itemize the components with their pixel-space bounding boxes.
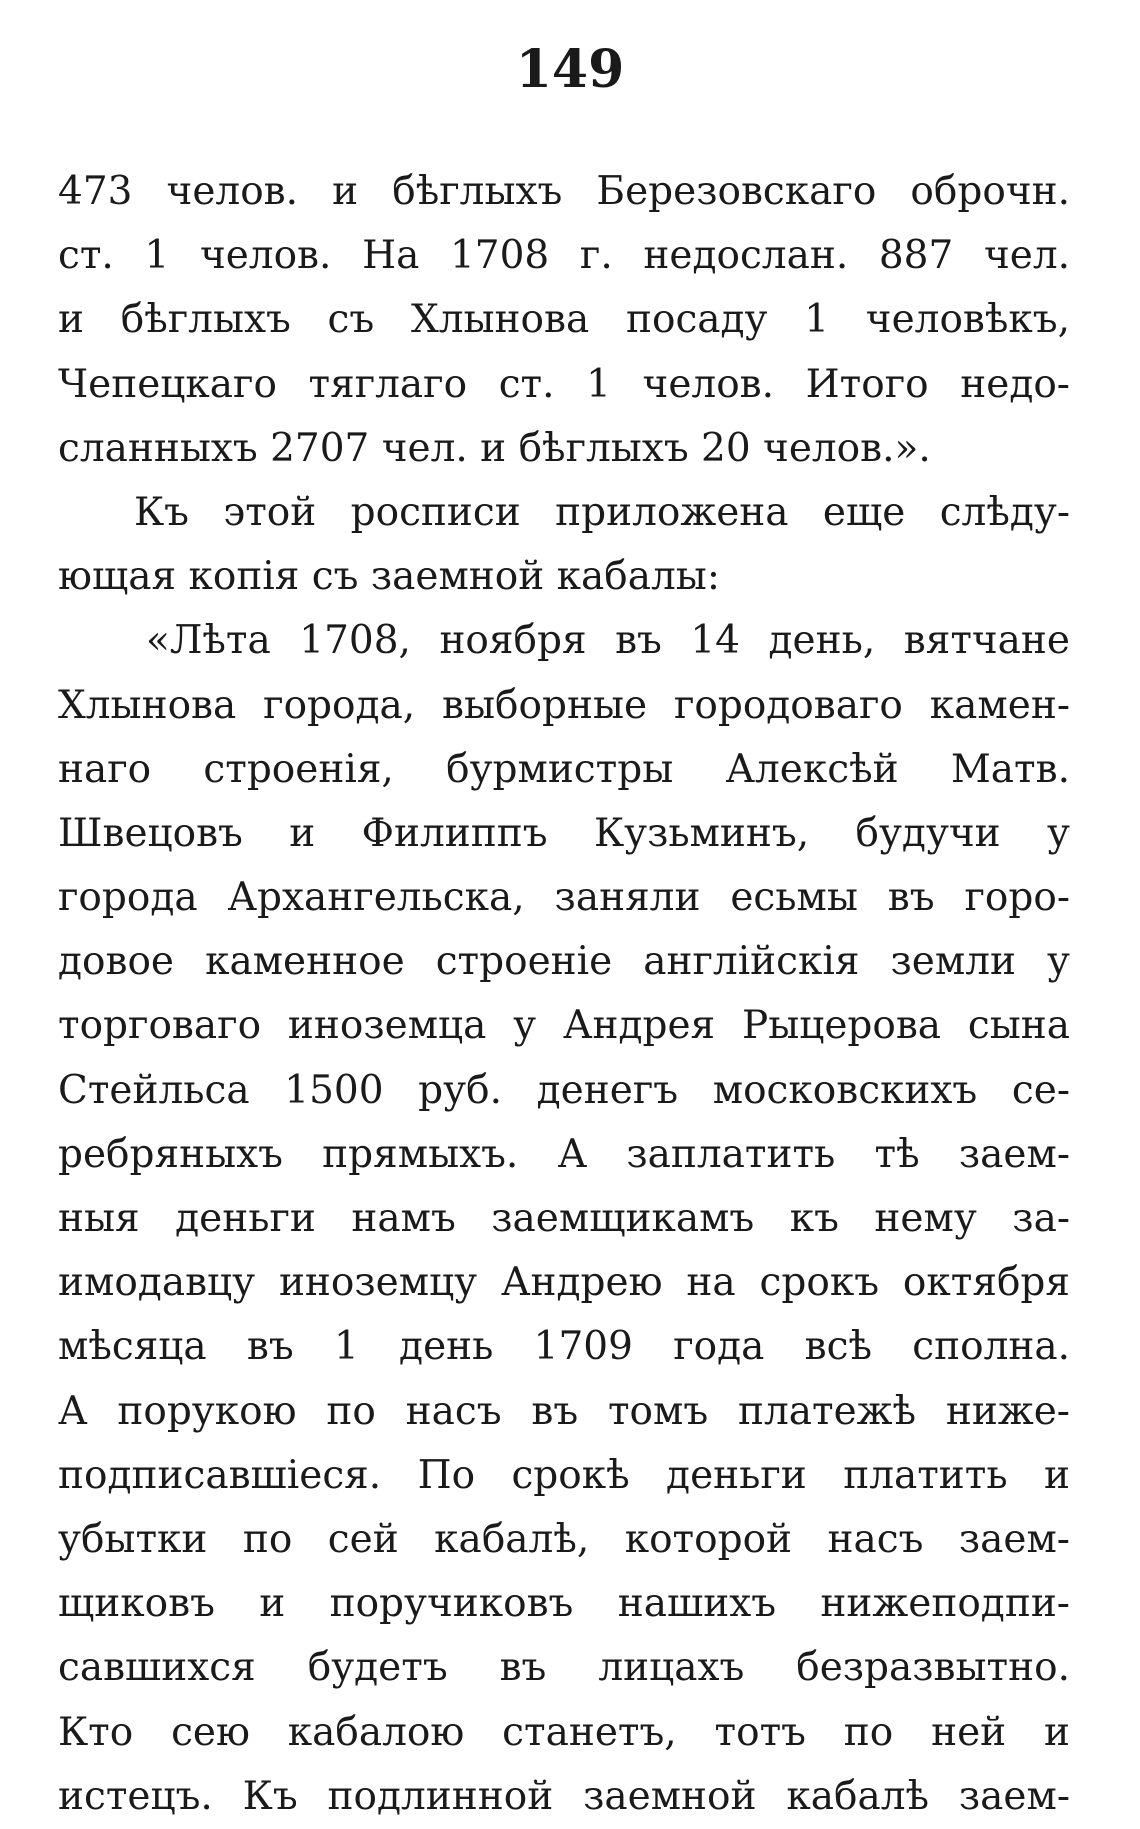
text-line: истецъ. Къ подлинной заемной кабалѣ заем- <box>58 1773 1070 1819</box>
text-line: ст. 1 челов. На 1708 г. недослан. 887 чел. <box>58 233 1070 279</box>
text-line: ющая копія съ заемной кабалы: <box>58 554 720 600</box>
text-line: «Лѣта 1708, ноября въ 14 день, вятчане <box>146 618 1070 664</box>
text-line: мѣсяца въ 1 день 1709 года всѣ сполна. <box>58 1324 1070 1370</box>
text-line: и бѣглыхъ съ Хлынова посаду 1 человѣкъ, <box>58 297 1070 343</box>
body-text <box>58 160 1070 1829</box>
text-line: Швецовъ и Филиппъ Кузьминъ, будучи у <box>58 810 1070 856</box>
text-line: Кто сею кабалою станетъ, тотъ по ней и <box>58 1709 1070 1755</box>
text-line: имодавцу иноземцу Андрею на срокъ октября <box>58 1260 1070 1306</box>
text-line: наго строенія, бурмистры Алексѣй Матв. <box>58 746 1070 792</box>
text-line: щиковъ и поручиковъ нашихъ нижеподпи- <box>58 1581 1070 1627</box>
text-line: подписавшіеся. По срокѣ деньги платить и <box>58 1452 1070 1498</box>
text-line: А порукою по насъ въ томъ платежѣ ниже- <box>58 1388 1070 1434</box>
text-line: города Архангельска, заняли есьмы въ горо- <box>58 875 1070 921</box>
text-line: убытки по сей кабалѣ, которой насъ заем- <box>58 1516 1070 1562</box>
text-line: ныя деньги намъ заемщикамъ къ нему за- <box>58 1196 1070 1241</box>
page-number: 149 <box>515 39 625 100</box>
text-line: 473 челов. и бѣглыхъ Березовскаго оброчн. <box>58 169 1070 214</box>
text-line: Чепецкаго тяглаго ст. 1 челов. Итого недо- <box>58 361 1070 407</box>
text-line: ребряныхъ прямыхъ. А заплатить тѣ заем- <box>58 1131 1070 1177</box>
text-line: Хлынова города, выборные городоваго камен- <box>58 682 1070 728</box>
text-line: сланныхъ 2707 чел. и бѣглыхъ 20 челов.». <box>58 425 931 471</box>
text-line: довое каменное строеніе англійскія земли у <box>58 939 1070 985</box>
text-line: савшихся будетъ въ лицахъ безразвытно. <box>58 1645 1070 1691</box>
text-line: Стейльса 1500 руб. денегъ московскихъ се- <box>58 1067 1070 1113</box>
text-line: торговаго иноземца у Андрея Рыцерова сына <box>58 1003 1070 1049</box>
text-line: Къ этой росписи приложена еще слѣду- <box>134 489 1070 535</box>
